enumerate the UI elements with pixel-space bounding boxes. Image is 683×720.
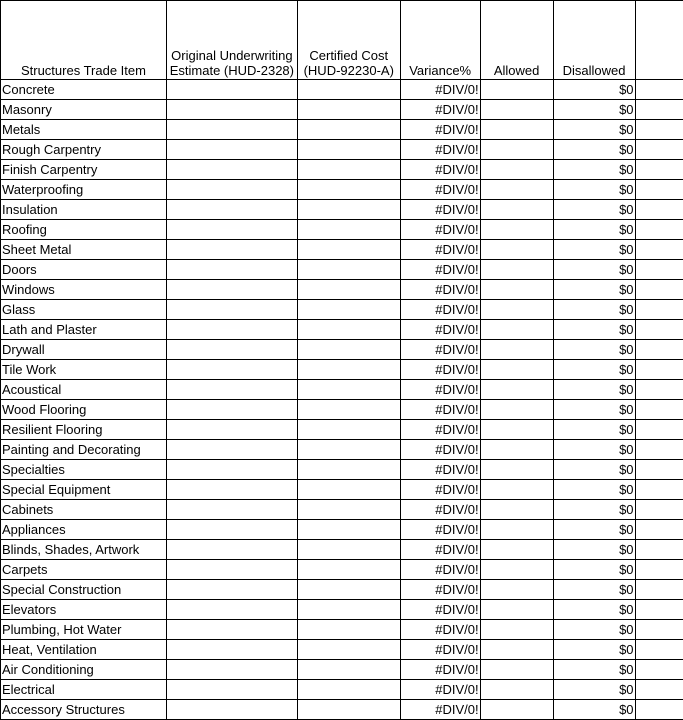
certified-cost-cell[interactable] (297, 420, 400, 440)
table-row (1, 680, 683, 700)
disallowed-cell[interactable]: $0 (553, 620, 635, 640)
empty-cell[interactable] (635, 420, 683, 440)
header-row (1, 1, 683, 80)
variance-cell[interactable]: #DIV/0! (400, 380, 480, 400)
variance-cell[interactable]: #DIV/0! (400, 620, 480, 640)
table-row (1, 220, 683, 240)
allowed-cell[interactable] (480, 80, 553, 100)
table-row (1, 420, 683, 440)
allowed-cell[interactable] (480, 300, 553, 320)
certified-cost-cell[interactable] (297, 260, 400, 280)
certified-cost-cell[interactable] (297, 380, 400, 400)
certified-cost-cell[interactable] (297, 180, 400, 200)
empty-cell[interactable] (635, 600, 683, 620)
table-row (1, 240, 683, 260)
table-row (1, 640, 683, 660)
original-estimate-cell[interactable] (166, 620, 297, 640)
original-estimate-cell[interactable] (166, 680, 297, 700)
allowed-cell[interactable] (480, 260, 553, 280)
table-row (1, 80, 683, 100)
trade-item-cell[interactable]: Glass (1, 300, 167, 320)
table-row (1, 340, 683, 360)
disallowed-cell[interactable]: $0 (553, 520, 635, 540)
variance-cell[interactable]: #DIV/0! (400, 200, 480, 220)
disallowed-cell[interactable]: $0 (553, 360, 635, 380)
allowed-cell[interactable] (480, 240, 553, 260)
certified-cost-cell[interactable] (297, 160, 400, 180)
table-row (1, 300, 683, 320)
table-row (1, 540, 683, 560)
original-estimate-cell[interactable] (166, 240, 297, 260)
empty-cell[interactable] (635, 240, 683, 260)
variance-cell[interactable]: #DIV/0! (400, 540, 480, 560)
trade-item-cell[interactable]: Specialties (1, 460, 167, 480)
trade-item-cell[interactable]: Elevators (1, 600, 167, 620)
allowed-cell[interactable] (480, 460, 553, 480)
allowed-cell[interactable] (480, 360, 553, 380)
trade-item-cell[interactable]: Drywall (1, 340, 167, 360)
trade-item-cell[interactable]: Metals (1, 120, 167, 140)
allowed-cell[interactable] (480, 480, 553, 500)
trade-item-cell[interactable]: Sheet Metal (1, 240, 167, 260)
variance-cell[interactable]: #DIV/0! (400, 80, 480, 100)
original-estimate-cell[interactable] (166, 640, 297, 660)
table-row (1, 560, 683, 580)
original-estimate-cell[interactable] (166, 160, 297, 180)
disallowed-cell[interactable]: $0 (553, 140, 635, 160)
table-row (1, 280, 683, 300)
certified-cost-cell[interactable] (297, 660, 400, 680)
allowed-cell[interactable] (480, 660, 553, 680)
empty-cell[interactable] (635, 440, 683, 460)
original-estimate-cell[interactable] (166, 420, 297, 440)
disallowed-cell[interactable]: $0 (553, 700, 635, 720)
certified-cost-cell[interactable] (297, 480, 400, 500)
certified-cost-cell[interactable] (297, 320, 400, 340)
header-original-estimate[interactable]: Original Underwriting Estimate (HUD-2328) (166, 1, 297, 80)
disallowed-cell[interactable]: $0 (553, 560, 635, 580)
table-row (1, 360, 683, 380)
variance-cell[interactable]: #DIV/0! (400, 120, 480, 140)
empty-cell[interactable] (635, 340, 683, 360)
variance-cell[interactable]: #DIV/0! (400, 460, 480, 480)
certified-cost-cell[interactable] (297, 120, 400, 140)
empty-cell[interactable] (635, 380, 683, 400)
empty-cell[interactable] (635, 220, 683, 240)
header-trade-item[interactable]: Structures Trade Item (1, 1, 167, 80)
empty-cell[interactable] (635, 480, 683, 500)
variance-cell[interactable]: #DIV/0! (400, 220, 480, 240)
original-estimate-cell[interactable] (166, 360, 297, 380)
disallowed-cell[interactable]: $0 (553, 80, 635, 100)
variance-cell[interactable]: #DIV/0! (400, 560, 480, 580)
original-estimate-cell[interactable] (166, 520, 297, 540)
disallowed-cell[interactable]: $0 (553, 240, 635, 260)
trade-item-cell[interactable]: Roofing (1, 220, 167, 240)
certified-cost-cell[interactable] (297, 400, 400, 420)
empty-cell[interactable] (635, 680, 683, 700)
header-disallowed[interactable]: Disallowed (553, 1, 635, 80)
original-estimate-cell[interactable] (166, 180, 297, 200)
disallowed-cell[interactable]: $0 (553, 460, 635, 480)
trade-item-cell[interactable]: Electrical (1, 680, 167, 700)
disallowed-cell[interactable]: $0 (553, 320, 635, 340)
table-row (1, 460, 683, 480)
trade-item-cell[interactable]: Cabinets (1, 500, 167, 520)
certified-cost-cell[interactable] (297, 240, 400, 260)
allowed-cell[interactable] (480, 600, 553, 620)
allowed-cell[interactable] (480, 160, 553, 180)
original-estimate-cell[interactable] (166, 340, 297, 360)
table-row (1, 520, 683, 540)
certified-cost-cell[interactable] (297, 460, 400, 480)
original-estimate-cell[interactable] (166, 120, 297, 140)
table-row (1, 200, 683, 220)
allowed-cell[interactable] (480, 120, 553, 140)
table-row (1, 260, 683, 280)
allowed-cell[interactable] (480, 440, 553, 460)
empty-cell[interactable] (635, 500, 683, 520)
table-row (1, 320, 683, 340)
trade-item-cell[interactable]: Concrete (1, 80, 167, 100)
disallowed-cell[interactable]: $0 (553, 500, 635, 520)
certified-cost-cell[interactable] (297, 560, 400, 580)
variance-cell[interactable]: #DIV/0! (400, 480, 480, 500)
disallowed-cell[interactable]: $0 (553, 220, 635, 240)
certified-cost-cell[interactable] (297, 200, 400, 220)
original-estimate-cell[interactable] (166, 260, 297, 280)
variance-cell[interactable]: #DIV/0! (400, 420, 480, 440)
trade-item-cell[interactable]: Wood Flooring (1, 400, 167, 420)
disallowed-cell[interactable]: $0 (553, 380, 635, 400)
disallowed-cell[interactable]: $0 (553, 280, 635, 300)
original-estimate-cell[interactable] (166, 320, 297, 340)
table-row (1, 120, 683, 140)
allowed-cell[interactable] (480, 340, 553, 360)
allowed-cell[interactable] (480, 500, 553, 520)
allowed-cell[interactable] (480, 380, 553, 400)
trade-item-cell[interactable]: Special Construction (1, 580, 167, 600)
disallowed-cell[interactable]: $0 (553, 680, 635, 700)
allowed-cell[interactable] (480, 140, 553, 160)
variance-cell[interactable]: #DIV/0! (400, 520, 480, 540)
trade-item-cell[interactable]: Carpets (1, 560, 167, 580)
trade-item-cell[interactable]: Insulation (1, 200, 167, 220)
disallowed-cell[interactable]: $0 (553, 440, 635, 460)
variance-cell[interactable]: #DIV/0! (400, 160, 480, 180)
variance-cell[interactable]: #DIV/0! (400, 440, 480, 460)
empty-cell[interactable] (635, 640, 683, 660)
original-estimate-cell[interactable] (166, 200, 297, 220)
variance-cell[interactable]: #DIV/0! (400, 300, 480, 320)
original-estimate-cell[interactable] (166, 460, 297, 480)
allowed-cell[interactable] (480, 280, 553, 300)
allowed-cell[interactable] (480, 680, 553, 700)
original-estimate-cell[interactable] (166, 540, 297, 560)
variance-cell[interactable]: #DIV/0! (400, 360, 480, 380)
variance-cell[interactable]: #DIV/0! (400, 240, 480, 260)
allowed-cell[interactable] (480, 560, 553, 580)
trade-item-cell[interactable]: Doors (1, 260, 167, 280)
disallowed-cell[interactable]: $0 (553, 260, 635, 280)
allowed-cell[interactable] (480, 620, 553, 640)
table-row (1, 160, 683, 180)
variance-cell[interactable]: #DIV/0! (400, 140, 480, 160)
certified-cost-cell[interactable] (297, 100, 400, 120)
allowed-cell[interactable] (480, 420, 553, 440)
original-estimate-cell[interactable] (166, 500, 297, 520)
original-estimate-cell[interactable] (166, 580, 297, 600)
allowed-cell[interactable] (480, 100, 553, 120)
variance-cell[interactable]: #DIV/0! (400, 260, 480, 280)
empty-cell[interactable] (635, 560, 683, 580)
header-variance[interactable]: Variance% (400, 1, 480, 80)
empty-cell[interactable] (635, 580, 683, 600)
trade-item-cell[interactable]: Windows (1, 280, 167, 300)
disallowed-cell[interactable]: $0 (553, 640, 635, 660)
disallowed-cell[interactable]: $0 (553, 200, 635, 220)
table-row (1, 180, 683, 200)
disallowed-cell[interactable]: $0 (553, 300, 635, 320)
original-estimate-cell[interactable] (166, 400, 297, 420)
certified-cost-cell[interactable] (297, 680, 400, 700)
table-row (1, 380, 683, 400)
allowed-cell[interactable] (480, 400, 553, 420)
table-row (1, 440, 683, 460)
variance-cell[interactable]: #DIV/0! (400, 280, 480, 300)
trade-item-cell[interactable]: Special Equipment (1, 480, 167, 500)
empty-cell[interactable] (635, 300, 683, 320)
disallowed-cell[interactable]: $0 (553, 660, 635, 680)
disallowed-cell[interactable]: $0 (553, 540, 635, 560)
original-estimate-cell[interactable] (166, 600, 297, 620)
trade-item-cell[interactable]: Appliances (1, 520, 167, 540)
trade-item-cell[interactable]: Rough Carpentry (1, 140, 167, 160)
trade-item-cell[interactable]: Lath and Plaster (1, 320, 167, 340)
certified-cost-cell[interactable] (297, 80, 400, 100)
variance-cell[interactable]: #DIV/0! (400, 180, 480, 200)
empty-cell[interactable] (635, 280, 683, 300)
table-row (1, 600, 683, 620)
certified-cost-cell[interactable] (297, 520, 400, 540)
original-estimate-cell[interactable] (166, 280, 297, 300)
variance-cell[interactable]: #DIV/0! (400, 340, 480, 360)
allowed-cell[interactable] (480, 540, 553, 560)
allowed-cell[interactable] (480, 220, 553, 240)
empty-cell[interactable] (635, 540, 683, 560)
disallowed-cell[interactable]: $0 (553, 160, 635, 180)
empty-cell[interactable] (635, 180, 683, 200)
original-estimate-cell[interactable] (166, 440, 297, 460)
empty-cell[interactable] (635, 100, 683, 120)
variance-cell[interactable]: #DIV/0! (400, 400, 480, 420)
trade-item-cell[interactable]: Waterproofing (1, 180, 167, 200)
variance-cell[interactable]: #DIV/0! (400, 500, 480, 520)
table-row (1, 580, 683, 600)
trade-item-cell[interactable]: Painting and Decorating (1, 440, 167, 460)
empty-cell[interactable] (635, 660, 683, 680)
trade-item-cell[interactable]: Finish Carpentry (1, 160, 167, 180)
original-estimate-cell[interactable] (166, 100, 297, 120)
certified-cost-cell[interactable] (297, 300, 400, 320)
disallowed-cell[interactable]: $0 (553, 180, 635, 200)
certified-cost-cell[interactable] (297, 220, 400, 240)
empty-cell[interactable] (635, 80, 683, 100)
original-estimate-cell[interactable] (166, 80, 297, 100)
empty-cell[interactable] (635, 360, 683, 380)
original-estimate-cell[interactable] (166, 300, 297, 320)
certified-cost-cell[interactable] (297, 500, 400, 520)
variance-cell[interactable]: #DIV/0! (400, 320, 480, 340)
table-row (1, 100, 683, 120)
variance-cell[interactable]: #DIV/0! (400, 600, 480, 620)
trade-item-cell[interactable]: Plumbing, Hot Water (1, 620, 167, 640)
disallowed-cell[interactable]: $0 (553, 400, 635, 420)
certified-cost-cell[interactable] (297, 620, 400, 640)
empty-cell[interactable] (635, 120, 683, 140)
empty-cell[interactable] (635, 520, 683, 540)
original-estimate-cell[interactable] (166, 140, 297, 160)
trade-item-cell[interactable]: Masonry (1, 100, 167, 120)
table-row (1, 500, 683, 520)
table-row (1, 140, 683, 160)
disallowed-cell[interactable]: $0 (553, 340, 635, 360)
disallowed-cell[interactable]: $0 (553, 120, 635, 140)
certified-cost-cell[interactable] (297, 540, 400, 560)
trade-item-cell[interactable]: Blinds, Shades, Artwork (1, 540, 167, 560)
trade-item-cell[interactable]: Tile Work (1, 360, 167, 380)
empty-cell[interactable] (635, 400, 683, 420)
disallowed-cell[interactable]: $0 (553, 600, 635, 620)
allowed-cell[interactable] (480, 580, 553, 600)
allowed-cell[interactable] (480, 520, 553, 540)
variance-cell[interactable]: #DIV/0! (400, 680, 480, 700)
certified-cost-cell[interactable] (297, 140, 400, 160)
empty-cell[interactable] (635, 460, 683, 480)
table-row (1, 660, 683, 680)
disallowed-cell[interactable]: $0 (553, 480, 635, 500)
original-estimate-cell[interactable] (166, 660, 297, 680)
disallowed-cell[interactable]: $0 (553, 420, 635, 440)
trade-item-cell[interactable]: Acoustical (1, 380, 167, 400)
empty-cell[interactable] (635, 320, 683, 340)
certified-cost-cell[interactable] (297, 600, 400, 620)
certified-cost-cell[interactable] (297, 360, 400, 380)
allowed-cell[interactable] (480, 200, 553, 220)
empty-cell[interactable] (635, 620, 683, 640)
disallowed-cell[interactable]: $0 (553, 100, 635, 120)
empty-cell[interactable] (635, 140, 683, 160)
table-row (1, 480, 683, 500)
original-estimate-cell[interactable] (166, 220, 297, 240)
disallowed-cell[interactable]: $0 (553, 580, 635, 600)
empty-cell[interactable] (635, 260, 683, 280)
original-estimate-cell[interactable] (166, 480, 297, 500)
allowed-cell[interactable] (480, 180, 553, 200)
allowed-cell[interactable] (480, 640, 553, 660)
original-estimate-cell[interactable] (166, 380, 297, 400)
certified-cost-cell[interactable] (297, 340, 400, 360)
trade-item-cell[interactable]: Air Conditioning (1, 660, 167, 680)
table-row (1, 400, 683, 420)
certified-cost-cell[interactable] (297, 580, 400, 600)
variance-cell[interactable]: #DIV/0! (400, 700, 480, 720)
header-empty-cell[interactable] (635, 1, 683, 80)
table-row (1, 620, 683, 640)
header-allowed[interactable]: Allowed (480, 1, 553, 80)
empty-cell[interactable] (635, 160, 683, 180)
trade-item-cell[interactable]: Resilient Flooring (1, 420, 167, 440)
trade-item-cell[interactable]: Accessory Structures (1, 700, 167, 720)
certified-cost-cell[interactable] (297, 280, 400, 300)
original-estimate-cell[interactable] (166, 560, 297, 580)
variance-cell[interactable]: #DIV/0! (400, 640, 480, 660)
variance-cell[interactable]: #DIV/0! (400, 660, 480, 680)
table-body (1, 80, 683, 720)
trade-item-cell[interactable]: Heat, Ventilation (1, 640, 167, 660)
certified-cost-cell[interactable] (297, 440, 400, 460)
header-certified-cost[interactable]: Certified Cost (HUD-92230-A) (297, 1, 400, 80)
variance-cell[interactable]: #DIV/0! (400, 100, 480, 120)
allowed-cell[interactable] (480, 320, 553, 340)
variance-cell[interactable]: #DIV/0! (400, 580, 480, 600)
empty-cell[interactable] (635, 200, 683, 220)
certified-cost-cell[interactable] (297, 640, 400, 660)
